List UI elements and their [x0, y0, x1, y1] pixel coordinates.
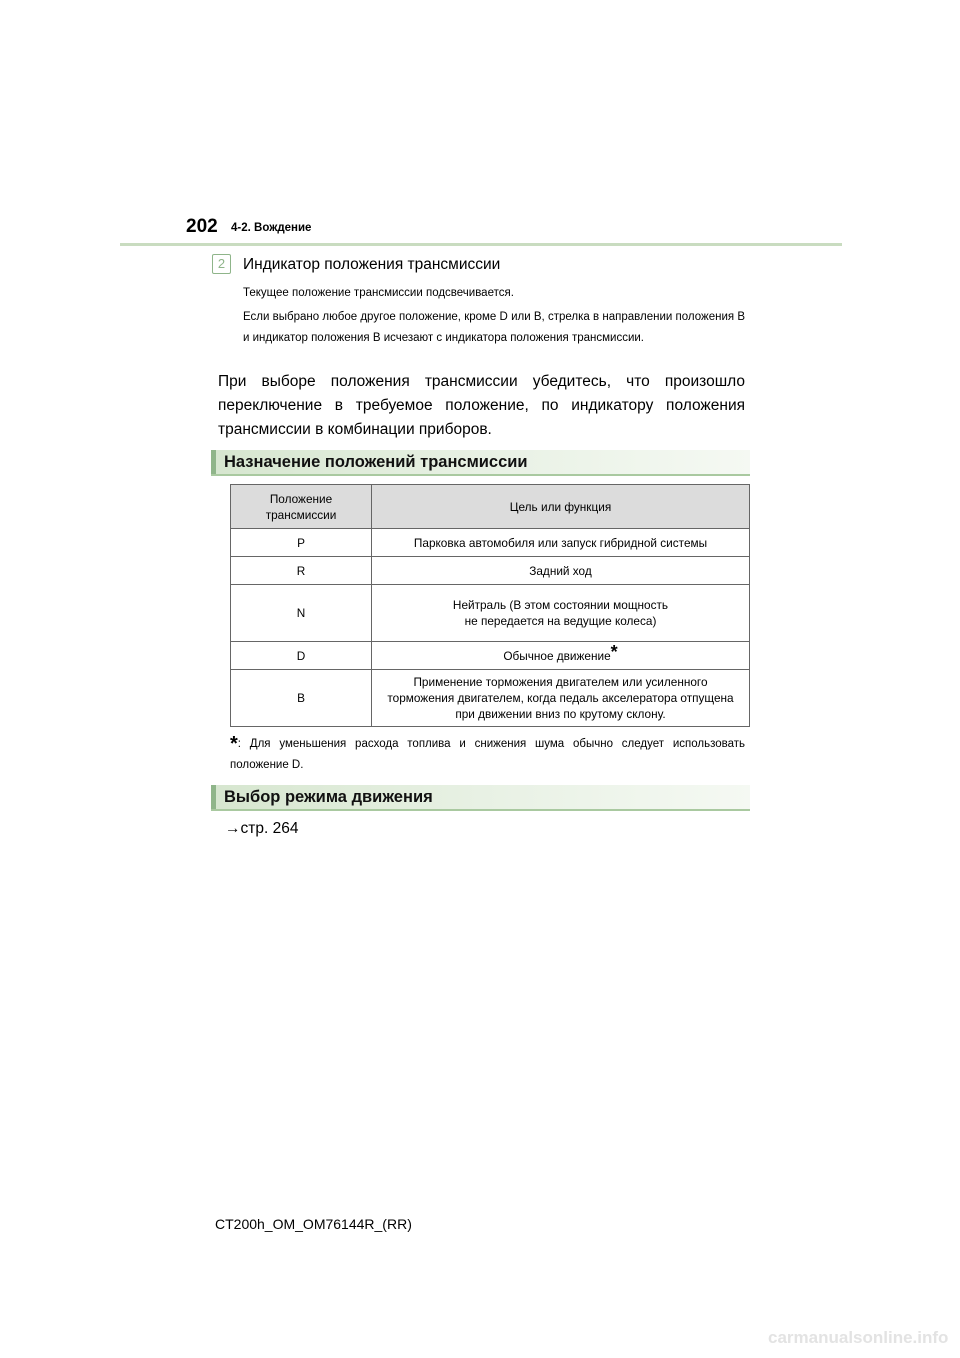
section-title: 4-2. Вождение — [231, 222, 312, 234]
indicator-paragraph-1: Текущее положение трансмиссии подсвечивается. — [243, 287, 514, 299]
table-row — [231, 529, 750, 557]
indicator-paragraph-2: Если выбрано любое другое положение, кроме D или B, стрелка в направлении положения B и индикатор положения B исчезают с индикатора положения трансмиссии. — [243, 311, 745, 344]
callout-number-badge: 2 — [212, 254, 231, 274]
page-number: 202 — [186, 216, 218, 237]
table-cell-position: P — [231, 529, 372, 557]
table-cell-function: Задний ход — [372, 557, 750, 585]
page-reference-link[interactable]: →стр. 264 — [225, 820, 299, 837]
indicator-heading: Индикатор положения трансмиссии — [243, 256, 501, 273]
header-divider — [120, 243, 842, 246]
table-cell-position: B — [231, 670, 372, 727]
table-cell-position: D — [231, 642, 372, 670]
section-heading-title: Выбор режима движения — [224, 788, 433, 806]
table-cell-function: Нейтраль (В этом состоянии мощность не передается на ведущие колеса) — [372, 585, 750, 642]
footnote-mark: * — [230, 733, 238, 755]
section-heading-accent-bar — [211, 785, 216, 809]
table-cell-function: Применение торможения двигателем или усиленного торможения двигателем, когда педаль акселератора отпущена при движении вниз по крутому склону. — [372, 670, 750, 727]
table-row — [231, 585, 750, 642]
table-cell-position: R — [231, 557, 372, 585]
table-cell-position: N — [231, 585, 372, 642]
main-paragraph: При выборе положения трансмиссии убедитесь, что произошло переключение в требуемое положение, по индикатору положения трансмиссии в комбинации приборов. — [218, 373, 745, 438]
section-heading-band — [211, 785, 750, 811]
footnote-marker: * — [610, 641, 618, 662]
column-header-position: Положение трансмиссии — [231, 485, 372, 529]
model-code: CT200h_OM_OM76144R_(RR) — [215, 1216, 412, 1232]
table-cell-function: Обычное движение* — [372, 642, 750, 670]
section-heading-accent-bar — [211, 450, 216, 474]
footnote-text: : Для уменьшения расхода топлива и снижения шума обычно следует использовать положение D. — [230, 738, 745, 771]
gear-position-table — [230, 484, 750, 727]
footnote — [230, 734, 745, 776]
table-row — [231, 642, 750, 670]
table-row — [231, 670, 750, 727]
section-heading-band — [211, 450, 750, 476]
table-cell-function: Парковка автомобиля или запуск гибридной системы — [372, 529, 750, 557]
table-header-row — [231, 485, 750, 529]
column-header-function: Цель или функция — [372, 485, 750, 529]
watermark: carmanualsonline.info — [768, 1328, 949, 1347]
table-row — [231, 557, 750, 585]
section-heading-title: Назначение положений трансмиссии — [224, 453, 528, 471]
